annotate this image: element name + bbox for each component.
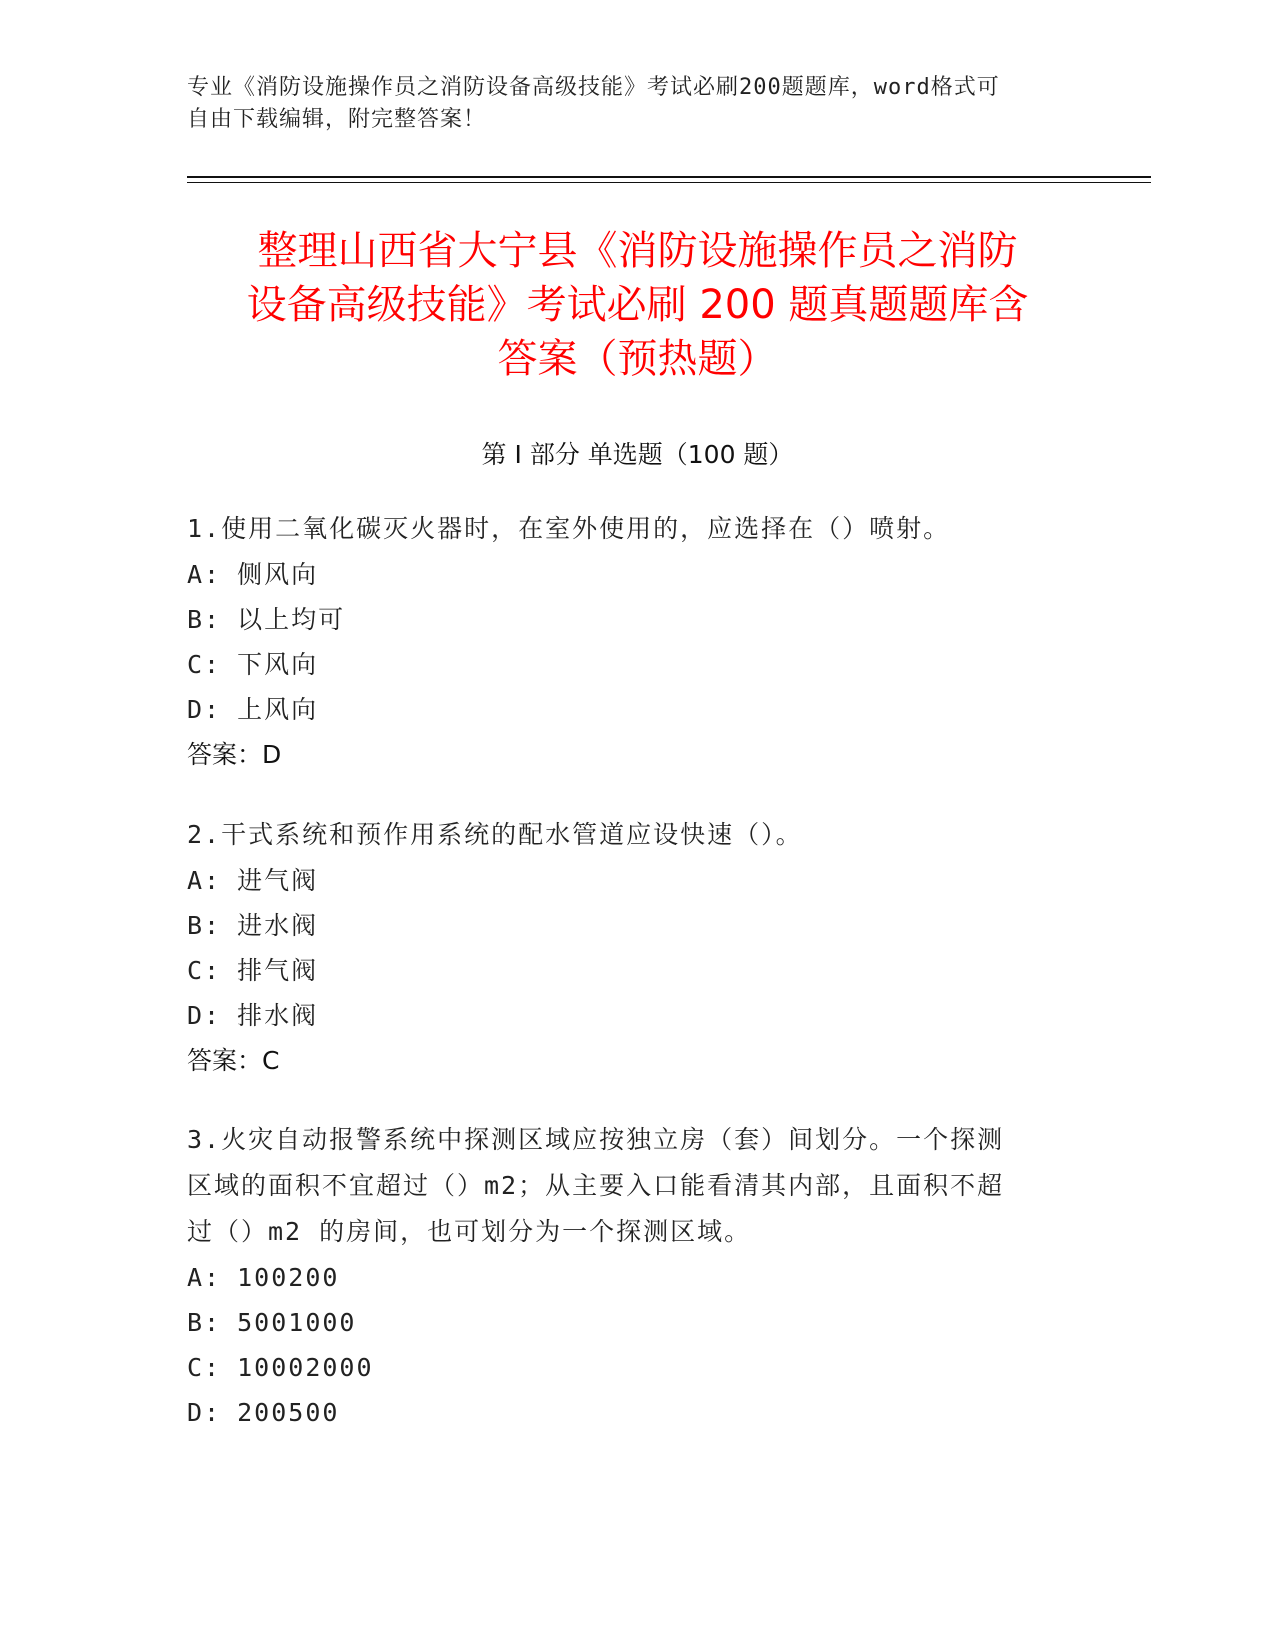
option-a	[187, 858, 1067, 903]
question-stem-line: 区域的面积不宜超过（）m2；从主要入口能看清其内部，且面积不超	[187, 1171, 1005, 1200]
title-line: 设备高级技能》考试必刷 200 题真题题库含	[246, 282, 1029, 328]
option-letter: D:	[187, 1001, 222, 1030]
option-d	[187, 687, 1067, 732]
option-letter: C:	[187, 1353, 222, 1382]
header-divider	[187, 182, 1151, 183]
option-letter: A:	[187, 866, 222, 895]
answer-line: 答案：D	[187, 740, 282, 769]
option-text: 上风向	[237, 695, 319, 724]
option-letter: D:	[187, 695, 222, 724]
option-b	[187, 597, 1067, 642]
document-title	[160, 224, 1115, 386]
answer-line: 答案：C	[187, 1046, 280, 1075]
question-2	[187, 812, 1067, 1083]
question-stem	[187, 506, 1067, 552]
option-text: 10002000	[237, 1353, 374, 1382]
header-note	[187, 72, 1067, 136]
option-d	[187, 993, 1067, 1038]
option-c	[187, 1345, 1067, 1390]
option-text: 100200	[237, 1263, 340, 1292]
option-letter: C:	[187, 650, 222, 679]
option-letter: A:	[187, 1263, 222, 1292]
option-letter: C:	[187, 956, 222, 985]
option-text: 200500	[237, 1398, 340, 1427]
option-text: 下风向	[237, 650, 319, 679]
question-3	[187, 1117, 1067, 1435]
option-text: 排气阀	[237, 956, 319, 985]
option-text: 5001000	[237, 1308, 357, 1337]
question-1	[187, 506, 1067, 777]
option-letter: B:	[187, 911, 222, 940]
section-heading: 第 I 部分 单选题（100 题）	[481, 440, 794, 469]
option-letter: A:	[187, 560, 222, 589]
header-divider	[187, 176, 1151, 178]
question-stem-line: 1.使用二氧化碳灭火器时，在室外使用的，应选择在（）喷射。	[187, 514, 951, 543]
option-text: 进水阀	[237, 911, 319, 940]
option-c	[187, 948, 1067, 993]
option-text: 侧风向	[237, 560, 319, 589]
option-a	[187, 1255, 1067, 1300]
option-text: 以上均可	[237, 605, 346, 634]
title-line: 答案（预热题）	[497, 336, 778, 382]
option-text: 进气阀	[237, 866, 319, 895]
option-text: 排水阀	[237, 1001, 319, 1030]
question-stem-line: 3.火灾自动报警系统中探测区域应按独立房（套）间划分。一个探测	[187, 1125, 1005, 1154]
option-b	[187, 903, 1067, 948]
question-stem	[187, 812, 1067, 858]
option-d	[187, 1390, 1067, 1435]
header-note-line: 自由下载编辑，附完整答案！	[187, 107, 487, 132]
question-stem-line: 过（）m2 的房间，也可划分为一个探测区域。	[187, 1217, 752, 1246]
question-stem-line: 2.干式系统和预作用系统的配水管道应设快速（）。	[187, 820, 803, 849]
option-c	[187, 642, 1067, 687]
question-stem	[187, 1117, 1067, 1255]
option-letter: B:	[187, 1308, 222, 1337]
title-line: 整理山西省大宁县《消防设施操作员之消防	[257, 228, 1018, 274]
header-note-line: 专业《消防设施操作员之消防设备高级技能》考试必刷200题题库，word格式可	[187, 75, 1000, 100]
option-letter: B:	[187, 605, 222, 634]
option-b	[187, 1300, 1067, 1345]
option-a	[187, 552, 1067, 597]
option-letter: D:	[187, 1398, 222, 1427]
